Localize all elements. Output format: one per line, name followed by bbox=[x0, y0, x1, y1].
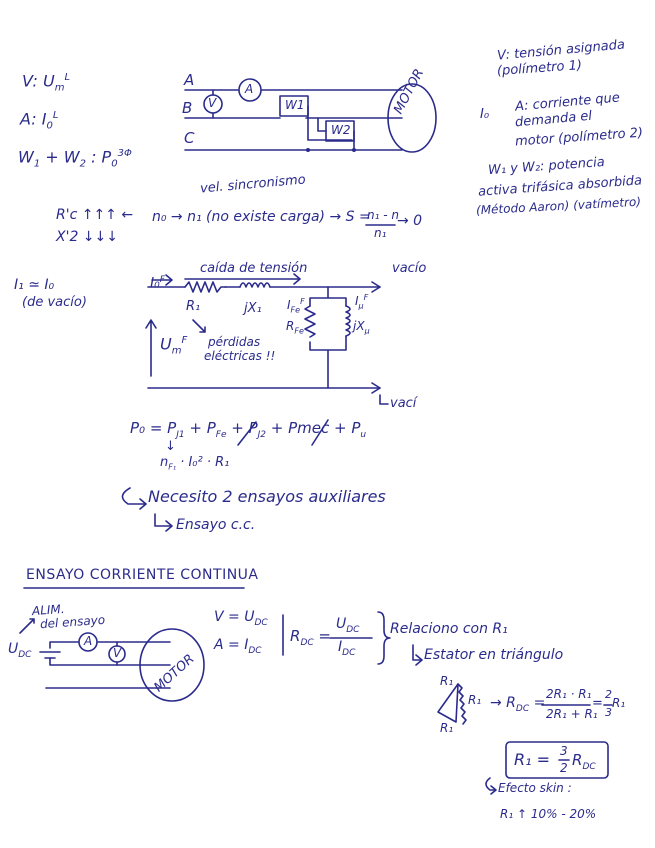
line-c-label: C bbox=[184, 129, 195, 147]
dc-test-heading: ENSAYO CORRIENTE CONTINUA bbox=[26, 567, 259, 583]
triangle-r1-top: R₁ bbox=[440, 674, 454, 688]
boxed-rdc: $R_{DC}$ bbox=[572, 751, 596, 772]
i1-note: (de vacío) bbox=[22, 295, 87, 310]
a-note-3: motor (polímetro 2) bbox=[514, 125, 644, 150]
w-note-3: (Método Aaron) (vatímetro) bbox=[475, 194, 642, 218]
alim-label-1: ALIM. bbox=[31, 601, 66, 619]
three-phase-circuit bbox=[185, 79, 436, 152]
perdidas-2: eléctricas !! bbox=[204, 349, 276, 363]
jx1-label: jX₁ bbox=[244, 301, 262, 316]
skin-effect-value: R₁ ↑ 10% - 20% bbox=[500, 807, 597, 821]
shunt-bottom bbox=[310, 336, 346, 388]
right-brace bbox=[378, 612, 390, 664]
rdc-numerator: $U_{DC}$ bbox=[336, 616, 360, 635]
rdc-expr-lhs: → $R_{DC}$ = bbox=[490, 695, 546, 714]
aux-tests-note: Necesito 2 ensayos auxiliares bbox=[148, 487, 386, 506]
rdc-expr-frac-den: 3 bbox=[605, 706, 612, 719]
rdc-expr-den: 2R₁ + R₁ bbox=[546, 707, 598, 721]
triangle-r1-right: R₁ bbox=[468, 693, 482, 707]
i1-approx: I₁ ≃ I₀ bbox=[14, 277, 55, 293]
i0-f-label: I₀$^F$ bbox=[150, 275, 165, 292]
cc-test-note: Ensayo c.c. bbox=[176, 517, 256, 533]
rdc-expr-frac-num: 2 bbox=[605, 688, 612, 701]
a-note-1: A: corriente que bbox=[514, 90, 621, 115]
perdidas-1: pérdidas bbox=[208, 335, 261, 349]
slip-to-zero: → 0 bbox=[397, 213, 423, 229]
w-note-2: activa trifásica absorbida bbox=[477, 173, 643, 200]
rdc-expr-num: 2R₁ · R₁ bbox=[546, 687, 592, 701]
um-f-label: $U_m^F$ bbox=[160, 334, 188, 357]
motor-label: MOTOR bbox=[391, 66, 428, 117]
triangle-resistor bbox=[458, 684, 466, 724]
line-a-label: A bbox=[184, 71, 195, 89]
dc-motor-label: MOTOR bbox=[151, 651, 198, 696]
estator-arrow bbox=[413, 645, 422, 665]
vacio-arrow bbox=[380, 395, 388, 404]
caida-label: caída de tensión bbox=[200, 261, 308, 276]
a-side-label: I₀ bbox=[480, 107, 490, 122]
slip-expression: n₀ → n₁ (no existe carga) → S = bbox=[152, 209, 371, 225]
v-definition: V: $U_m^L$ bbox=[22, 71, 71, 94]
jxmu-coil bbox=[346, 306, 350, 336]
r1-label: R₁ bbox=[186, 299, 201, 314]
battery-symbol bbox=[40, 652, 60, 658]
pj1-definition: $n_{F_1} \cdot I_0^2 \cdot R_1$ bbox=[160, 455, 230, 472]
udc-label: $U_{DC}$ bbox=[8, 641, 32, 660]
boxed-num: 3 bbox=[560, 744, 568, 758]
voltmeter-label: V bbox=[208, 96, 217, 110]
shunt-wires bbox=[310, 287, 346, 306]
rfe-resistor bbox=[305, 306, 315, 337]
aux-arrow-2 bbox=[155, 514, 172, 531]
w-note-1: W₁ y W₂: potencia bbox=[487, 154, 606, 179]
estator-note: Estator en triángulo bbox=[424, 647, 564, 663]
a-definition: A: $I_0^L$ bbox=[20, 109, 59, 132]
aux-arrow-1 bbox=[122, 488, 146, 509]
rdc-expr-eq: = bbox=[592, 696, 603, 711]
dc-voltmeter-label: V bbox=[113, 646, 122, 660]
arrow-down: ↓ bbox=[165, 439, 176, 454]
w-sum-definition: $W_1 + W_2$ : $P_0^{3\Phi}$ bbox=[18, 147, 132, 170]
rdc-lhs: $R_{DC}$ = bbox=[290, 627, 331, 648]
a-idc-eq: $A = I_{DC}$ bbox=[214, 637, 262, 656]
voltage-arrow bbox=[146, 320, 156, 376]
p0-equation: $P_0 = P_{J1} + P_{Fe} + P_{J2}$ + Pmec + $P_u$ bbox=[130, 419, 367, 440]
triangle-r1-bottom: R₁ bbox=[440, 721, 454, 735]
v-note-2: (polímetro 1) bbox=[496, 58, 583, 79]
rdc-denominator: $I_{DC}$ bbox=[338, 639, 356, 658]
alim-label-2: del ensayo bbox=[39, 612, 106, 632]
losses-arrow bbox=[193, 320, 205, 332]
ife-label: $I_{Fe}^F$ bbox=[287, 297, 305, 315]
vacio-top-label: vacío bbox=[392, 261, 427, 276]
stator-triangle-outline bbox=[438, 684, 458, 722]
rfe-label: $R_{Fe}$ bbox=[286, 319, 304, 336]
x2-trend: X'2 ↓↓↓ bbox=[56, 229, 118, 245]
v-note-1: V: tensión asignada bbox=[496, 37, 626, 64]
a-note-2: demanda el bbox=[514, 108, 593, 131]
node-dot bbox=[306, 148, 310, 152]
rdc-expr-tail: R₁ bbox=[612, 696, 626, 710]
w1-label: W1 bbox=[285, 98, 305, 112]
skin-arrow bbox=[486, 778, 496, 794]
line-b-label: B bbox=[182, 99, 193, 117]
dc-top-wire bbox=[50, 642, 170, 648]
imu-label: $I_\mu^F$ bbox=[355, 293, 369, 311]
relaciono-note: Relaciono con R₁ bbox=[390, 621, 508, 637]
vacio-bottom-label: vací bbox=[390, 396, 417, 411]
node-dot bbox=[352, 148, 356, 152]
jx1-coil bbox=[240, 283, 270, 287]
r1-resistor bbox=[185, 282, 226, 292]
skin-effect-label: Efecto skin : bbox=[498, 781, 572, 795]
boxed-den: 2 bbox=[560, 761, 568, 775]
vel-sincronismo-label: vel. sincronismo bbox=[199, 172, 307, 197]
slip-numerator: n₁ - n bbox=[367, 208, 399, 222]
slip-denominator: n₁ bbox=[374, 226, 387, 240]
jxmu-label: $jX_\mu$ bbox=[353, 319, 370, 336]
alim-arrow bbox=[20, 619, 34, 633]
w2-label: W2 bbox=[331, 123, 351, 137]
v-udc-eq: $V = U_{DC}$ bbox=[214, 609, 268, 628]
dc-ammeter-label: A bbox=[84, 634, 93, 648]
boxed-lhs: R₁ = bbox=[514, 750, 551, 769]
ammeter-label: A bbox=[245, 82, 254, 96]
r-c-trend: R'c ↑↑↑ ← bbox=[56, 207, 134, 223]
